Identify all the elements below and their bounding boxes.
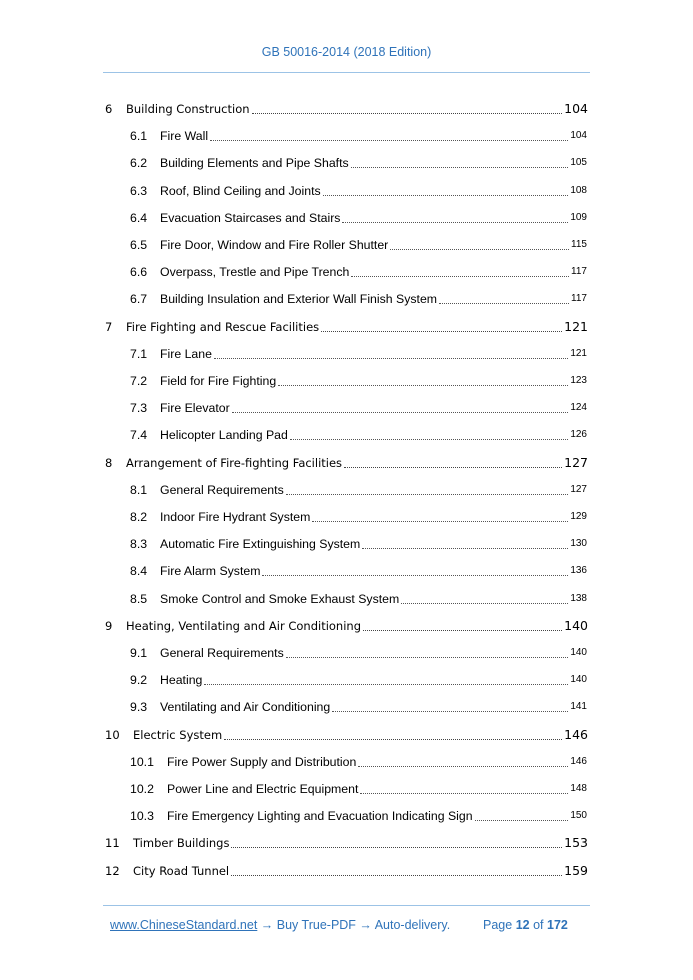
toc-entry-page: 140 — [564, 617, 588, 633]
toc-entry-title: Electric System — [133, 727, 223, 742]
toc-entry-page: 141 — [570, 701, 587, 713]
toc-leader-dots — [321, 330, 562, 332]
toc-leader-dots — [351, 166, 569, 168]
toc-chapter-entry[interactable] — [105, 616, 588, 634]
toc-entry-title: Building Elements and Pipe Shafts — [160, 156, 349, 171]
toc-entry-title: Smoke Control and Smoke Exhaust System — [160, 591, 400, 606]
toc-entry-title: Fire Power Supply and Distribution — [167, 754, 357, 769]
toc-entry-number: 9.3 — [130, 700, 148, 715]
toc-entry-number: 10.2 — [130, 782, 154, 796]
toc-entry-title: Helicopter Landing Pad — [160, 428, 288, 443]
toc-entry-title: Evacuation Staircases and Stairs — [160, 210, 341, 225]
page-label: Page — [483, 918, 513, 932]
toc-leader-dots — [358, 765, 568, 767]
toc-entry-title: Field for Fire Fighting — [160, 374, 277, 388]
toc-chapter-entry[interactable] — [105, 861, 588, 879]
of-label: of — [533, 918, 544, 932]
toc-entry-number: 6.4 — [130, 210, 148, 225]
toc-leader-dots — [252, 112, 563, 114]
toc-section-entry[interactable] — [130, 534, 587, 552]
toc-leader-dots — [342, 221, 568, 223]
toc-leader-dots — [475, 819, 569, 821]
toc-leader-dots — [363, 629, 562, 631]
toc-entry-page: 123 — [570, 375, 587, 386]
toc-section-entry[interactable] — [130, 208, 587, 226]
toc-entry-page: 129 — [570, 511, 587, 522]
page-indicator — [483, 918, 568, 932]
toc-section-entry[interactable] — [130, 670, 587, 688]
page-current: 12 — [515, 918, 530, 932]
toc-entry-number: 9.2 — [130, 673, 148, 688]
toc-entry-title: Building Insulation and Exterior Wall Finish System — [160, 292, 438, 307]
toc-entry-number: 7.4 — [130, 428, 148, 443]
toc-leader-dots — [204, 683, 568, 685]
toc-chapter-entry[interactable] — [105, 725, 588, 743]
toc-entry-number: 6 — [105, 102, 113, 116]
toc-entry-page: 121 — [564, 318, 588, 334]
toc-entry-page: 138 — [570, 592, 587, 604]
toc-entry-title: Timber Buildings — [133, 836, 230, 851]
toc-entry-page: 117 — [571, 293, 587, 305]
toc-entry-page: 104 — [564, 101, 588, 116]
toc-entry-title: General Requirements — [160, 646, 284, 660]
toc-entry-title: Power Line and Electric Equipment — [167, 782, 359, 796]
toc-entry-number: 8.1 — [130, 482, 148, 497]
toc-entry-number: 6.5 — [130, 238, 148, 252]
toc-entry-number: 7.1 — [130, 346, 148, 361]
toc-entry-page: 136 — [570, 565, 587, 577]
toc-section-entry[interactable] — [130, 697, 587, 715]
toc-entry-page: 117 — [571, 266, 587, 278]
toc-entry-title: Heating, Ventilating and Air Conditioning — [126, 618, 362, 633]
toc-leader-dots — [344, 466, 562, 468]
toc-chapter-entry[interactable] — [105, 99, 588, 117]
toc-section-entry[interactable] — [130, 262, 587, 280]
toc-leader-dots — [210, 139, 568, 141]
toc-leader-dots — [351, 275, 569, 277]
toc-leader-dots — [286, 493, 569, 495]
footer-divider — [103, 905, 590, 906]
toc-entry-title: Fire Alarm System — [160, 564, 261, 579]
footer-tagline: → Buy True-PDF → Auto-delivery. — [257, 918, 451, 932]
website-link[interactable]: www.ChineseStandard.net — [110, 918, 258, 932]
page-total: 172 — [547, 918, 568, 932]
toc-entry-number: 10 — [105, 727, 120, 742]
toc-leader-dots — [312, 520, 568, 522]
page-footer — [110, 918, 585, 932]
toc-section-entry[interactable] — [130, 181, 587, 199]
toc-leader-dots — [439, 302, 569, 304]
toc-leader-dots — [214, 357, 568, 359]
toc-entry-number: 6.7 — [130, 292, 148, 307]
toc-section-entry[interactable] — [130, 371, 587, 389]
toc-entry-page: 140 — [570, 647, 587, 658]
toc-section-entry[interactable] — [130, 126, 587, 144]
toc-chapter-entry[interactable] — [105, 833, 588, 851]
toc-leader-dots — [401, 602, 568, 604]
toc-entry-title: Fire Door, Window and Fire Roller Shutter — [160, 238, 389, 252]
toc-entry-number: 6.2 — [130, 156, 148, 171]
toc-entry-title: Building Construction — [126, 102, 250, 116]
toc-entry-number: 9.1 — [130, 646, 148, 660]
toc-section-entry[interactable] — [130, 235, 587, 253]
toc-entry-number: 7 — [105, 319, 113, 334]
toc-section-entry[interactable] — [130, 289, 587, 307]
toc-entry-number: 7.3 — [130, 401, 148, 416]
toc-entry-page: 150 — [570, 810, 587, 822]
toc-section-entry[interactable] — [130, 480, 587, 498]
toc-chapter-entry[interactable] — [105, 453, 588, 471]
toc-entry-page: 140 — [570, 674, 587, 686]
toc-section-entry[interactable] — [130, 806, 587, 824]
toc-entry-page: 159 — [564, 862, 588, 878]
toc-leader-dots — [262, 574, 568, 576]
toc-entry-number: 6.3 — [130, 183, 148, 198]
toc-section-entry[interactable] — [130, 425, 587, 443]
toc-entry-page: 109 — [570, 211, 587, 223]
toc-entry-title: Automatic Fire Extinguishing System — [160, 537, 361, 552]
toc-entry-number: 7.2 — [130, 374, 148, 388]
toc-section-entry[interactable] — [130, 507, 587, 525]
toc-entry-page: 108 — [570, 184, 587, 196]
toc-chapter-entry[interactable] — [105, 317, 588, 335]
toc-section-entry[interactable] — [130, 752, 587, 770]
toc-entry-number: 8 — [105, 455, 113, 470]
toc-entry-number: 6.1 — [130, 129, 148, 144]
page-header: GB 50016-2014 (2018 Edition) — [261, 45, 432, 59]
toc-entry-number: 8.5 — [130, 591, 148, 606]
toc-section-entry[interactable] — [130, 643, 587, 661]
toc-entry-title: Arrangement of Fire-fighting Facilities — [126, 455, 343, 470]
toc-section-entry[interactable] — [130, 153, 587, 171]
toc-leader-dots — [332, 710, 568, 712]
toc-entry-page: 121 — [570, 347, 587, 359]
toc-leader-dots — [390, 248, 569, 250]
toc-entry-number: 12 — [105, 863, 120, 878]
toc-entry-page: 148 — [570, 783, 587, 794]
toc-entry-page: 115 — [571, 239, 587, 250]
toc-leader-dots — [362, 547, 568, 549]
toc-entry-number: 11 — [105, 836, 120, 851]
toc-entry-title: Overpass, Trestle and Pipe Trench — [160, 265, 350, 280]
toc-entry-title: Roof, Blind Ceiling and Joints — [160, 183, 321, 198]
toc-entry-title: Fire Wall — [160, 129, 209, 144]
toc-entry-page: 130 — [570, 538, 587, 550]
toc-entry-title: General Requirements — [160, 482, 284, 497]
toc-entry-page: 124 — [570, 402, 587, 414]
toc-leader-dots — [286, 656, 569, 658]
toc-entry-title: Fire Elevator — [160, 401, 230, 416]
toc-leader-dots — [231, 874, 562, 876]
toc-entry-title: Fire Lane — [160, 346, 212, 361]
toc-entry-number: 10.1 — [130, 754, 154, 769]
toc-leader-dots — [232, 411, 569, 413]
toc-entry-number: 10.3 — [130, 809, 154, 824]
toc-entry-title: Heating — [160, 673, 203, 688]
toc-entry-number: 8.2 — [130, 510, 148, 524]
toc-entry-number: 9 — [105, 618, 113, 633]
toc-leader-dots — [231, 846, 562, 848]
toc-entry-page: 105 — [570, 157, 587, 169]
toc-leader-dots — [360, 792, 568, 794]
toc-leader-dots — [323, 194, 569, 196]
toc-entry-number: 8.4 — [130, 564, 148, 579]
toc-section-entry[interactable] — [130, 589, 587, 607]
toc-entry-page: 127 — [570, 483, 587, 495]
header-divider — [103, 72, 590, 73]
toc-entry-page: 146 — [564, 726, 588, 742]
toc-entry-title: Fire Emergency Lighting and Evacuation Indicating Sign — [167, 809, 473, 824]
toc-section-entry[interactable] — [130, 398, 587, 416]
toc-entry-page: 146 — [570, 755, 587, 767]
toc-section-entry[interactable] — [130, 561, 587, 579]
toc-entry-page: 153 — [564, 835, 588, 851]
toc-entry-page: 104 — [570, 130, 587, 142]
toc-leader-dots — [290, 438, 568, 440]
toc-entry-title: Fire Fighting and Rescue Facilities — [126, 319, 320, 334]
toc-entry-number: 6.6 — [130, 265, 148, 280]
toc-entry-title: Indoor Fire Hydrant System — [160, 510, 311, 524]
toc-leader-dots — [224, 738, 562, 740]
toc-entry-page: 126 — [570, 429, 587, 441]
toc-entry-title: Ventilating and Air Conditioning — [160, 700, 331, 715]
toc-entry-page: 127 — [564, 454, 588, 470]
toc-entry-number: 8.3 — [130, 537, 148, 552]
toc-leader-dots — [278, 384, 568, 386]
toc-section-entry[interactable] — [130, 344, 587, 362]
toc-entry-title: City Road Tunnel — [133, 863, 230, 878]
toc-section-entry[interactable] — [130, 779, 587, 797]
